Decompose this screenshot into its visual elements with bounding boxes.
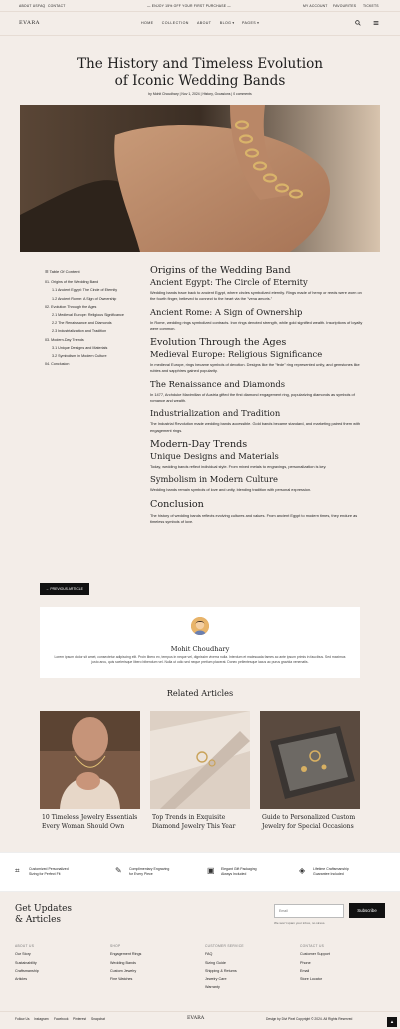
footer-column-about: ABOUT US Our Story Sustainability Craftsmanship Articles [15,942,39,983]
avatar [191,617,209,635]
chevron-up-icon: ▴ [390,1019,394,1025]
hero-image [20,105,380,252]
copyright-text: Design by Divi Pixel Copyright © 2024. All Rights Reserved [266,1017,353,1021]
engraving-pen-icon: ✎ [115,866,122,875]
toc-item[interactable]: 02. Evolution Through the Ages [45,304,97,309]
footer-link[interactable]: Our Story [15,952,31,957]
footer-link[interactable]: Email [300,968,310,973]
topbar-link-about[interactable]: ABOUT US [19,4,38,8]
toc-item[interactable]: 2.1 Medieval Europe: Religious Significance [52,313,124,318]
hamburger-menu-icon[interactable] [373,20,379,28]
paragraph-medieval: In medieval Europe, rings became symbols of devotion. Designs like the "fede" ring represented unity, and gemstones like rubies and sapphires gained popularity. [150,362,360,374]
nav-item-about[interactable]: ABOUT [196,21,212,25]
social-link-pinterest[interactable]: Pinterest [73,1017,87,1021]
heading-rome: Ancient Rome: A Sign of Ownership [150,306,303,317]
topbar-link-account[interactable]: MY ACCOUNT [303,4,328,8]
newsletter-consent: We won't spam your inbox, no stress. [274,921,326,925]
author-name: Mohit Choudhary [170,645,230,653]
paragraph-egypt: Wedding bands trace back to ancient Egypt, where circles symbolized eternity. Rings made of hemp or reeds were worn on the fourth finger, believed to connect to the heart via the "vena amoris." [150,290,362,302]
footer-link[interactable]: Customer Support [300,952,330,957]
toc-item[interactable]: 3.1 Unique Designs and Materials [52,345,108,350]
footer-link[interactable]: Phone [300,960,311,965]
paragraph-renaissance: In 1477, Archduke Maximilian of Austria gifted the first diamond engagement ring, popularizing diamonds as symbols of romance and wealth. [150,391,355,404]
back-to-top-button[interactable] [387,1017,397,1027]
footer-column-contact: CONTACT US Customer Support Phone Email Store Locator [300,942,330,983]
promo-text: — ENJOY 15% OFF YOUR FIRST PURCHASE — [147,4,231,8]
related-articles-heading: Related Articles [166,688,234,698]
toc-item[interactable]: 2.2 The Renaissance and Diamonds [52,321,112,326]
heading-industrial: Industrialization and Tradition [150,408,281,419]
heading-evolution: Evolution Through the Ages [150,337,287,349]
tape-measure-icon: ⌗ [15,866,20,875]
paragraph-unique: Today, wedding bands reflect individual style. From mixed metals to engravings, personalization is key. [150,463,327,469]
footer-link[interactable]: Sustainability [15,960,37,965]
footer-link[interactable]: Fine Watches [110,977,133,982]
author-bio: Lorem ipsum dolor sit amet, consectetur adipiscing elit. Proin libero ex, tempus in neque vel, dignissim viverra nulla. Interdum et malesuada fames ac ante ipsum primis in faucibus. Sed maximus justo arcu, quis scelerisque libero bibendum vel. Nulla ut odio sed neque pretium placerat. Donec pellentesque lacus ac purus gravida venenatis. [54,655,346,665]
article-body [150,264,365,529]
heading-unique: Unique Designs and Materials [150,450,279,461]
shield-check-icon: ◈ [299,866,306,875]
related-card-image[interactable] [40,711,140,809]
paragraph-symbolism: Wedding bands remain symbols of love and unity, blending tradition with personal expression. [150,487,312,493]
subscribe-button[interactable]: Subscribe [349,903,385,918]
social-link-facebook[interactable]: Facebook [54,1017,69,1021]
previous-article-button[interactable]: ← PREVIOUS ARTICLE [40,583,89,595]
chevron-down-icon: ▾ [257,21,260,25]
email-field[interactable] [274,904,344,918]
nav-item-pages[interactable]: PAGES [241,21,257,25]
paragraph-industrial: The Industrial Revolution made wedding bands accessible. Gold bands became standard, and marketing paired them with engagement rings. [150,421,360,433]
toc-item[interactable]: 3.2 Symbolism in Modern Culture [52,354,107,359]
footer-bottom-bar [0,1011,400,1029]
social-link-snapchat[interactable]: Snapchat [91,1017,105,1021]
toc-item[interactable]: 1.1 Ancient Egypt: The Circle of Eternity [52,288,118,293]
heading-medieval: Medieval Europe: Religious Significance [150,349,323,360]
top-bar [0,0,400,12]
toc-heading: ☰ Table Of Content [45,269,80,274]
footer-link[interactable]: FAQ [205,952,213,957]
footer-link[interactable]: Warranty [205,985,220,990]
heading-origins: Origins of the Wedding Band [150,265,291,276]
related-card-image[interactable] [150,711,250,809]
logo[interactable]: EVARA [19,20,40,26]
gift-box-icon: ▣ [207,866,215,875]
topbar-link-tickets[interactable]: TICKETS [363,4,379,8]
article-byline: by Mohit Choudhary | Nov 1, 2024 | History, Occasions | 0 comments [148,92,252,96]
footer-link[interactable]: Store Locator [300,977,323,982]
heading-symbolism: Symbolism in Modern Culture [150,474,279,485]
table-of-contents [45,268,137,368]
toc-item[interactable]: 1.2 Ancient Rome: A Sign of Ownership [52,296,117,301]
topbar-link-faq[interactable]: FAQ [38,4,46,8]
paragraph-rome: In Rome, wedding rings symbolized contracts. Iron rings denoted strength, while gold signified wealth. Inscriptions of loyalty were common. [150,319,363,331]
footer-link[interactable]: Sizing Guide [205,960,226,965]
chevron-down-icon: ▾ [232,21,235,25]
toc-item[interactable]: 03. Modern-Day Trends [45,337,84,342]
feature-item: ✎ Complimentary Engraving for Every Piece [115,866,170,876]
heading-modern: Modern-Day Trends [150,438,248,450]
newsletter-heading: Get Updates & Articles [15,904,73,925]
footer-link[interactable]: Shipping & Returns [205,968,237,973]
related-card-title[interactable]: Top Trends in Exquisite Diamond Jewelry This Year [152,814,236,830]
footer-column-service: CUSTOMER SERVICE FAQ Sizing Guide Shipping & Returns Jewelry Care Warranty [205,942,244,992]
related-card-image[interactable] [260,711,360,809]
toc-item[interactable]: 01. Origins of the Wedding Band [45,280,99,285]
search-icon[interactable] [355,20,361,28]
heading-conclusion: Conclusion [150,498,204,510]
footer-link[interactable]: Craftsmanship [15,968,39,973]
toc-item[interactable]: 04. Conclusion [45,362,70,367]
toc-item[interactable]: 2.3 Industrialization and Tradition [52,329,107,334]
list-icon: ☰ [45,269,50,274]
social-link-instagram[interactable]: Instagram [34,1017,49,1021]
feature-item: ▣ Elegant Gift Packaging Always Included [207,866,257,876]
heading-egypt: Ancient Egypt: The Circle of Eternity [150,277,308,287]
footer-link[interactable]: Custom Jewelry [110,968,137,973]
feature-item: ⌗ Customized Personalized Sizing for Perfect Fit [15,866,69,876]
footer-logo[interactable]: EVARA [187,1016,205,1021]
topbar-link-contact[interactable]: CONTACT [48,4,66,8]
nav-item-home[interactable]: HOME [141,21,154,25]
related-card-title[interactable]: Guide to Personalized Custom Jewelry for Special Occasions [262,814,356,830]
footer-column-shop: SHOP Engagement Rings Wedding Bands Custom Jewelry Fine Watches [110,942,141,983]
nav-item-blog[interactable]: BLOG [219,21,232,25]
related-card-title[interactable]: 10 Timeless Jewelry Essentials Every Woman Should Own [42,814,138,830]
paragraph-conclusion: The history of wedding bands reflects evolving cultures and values. From ancient Egypt to modern times, they endure as timeless symbols of love. [150,512,358,524]
follow-label: Follow Us [15,1017,30,1021]
footer-link[interactable]: Articles [15,977,28,982]
heading-renaissance: The Renaissance and Diamonds [150,378,286,389]
nav-menu [141,21,266,25]
footer-link[interactable]: Jewelry Care [205,977,227,982]
page-title: The History and Timeless Evolution of Iconic Wedding Bands [76,56,324,89]
nav-item-collection[interactable]: COLLECTION [161,21,189,25]
author-card [40,607,360,678]
footer-link[interactable]: Engagement Rings [110,952,142,957]
features-bar [0,852,400,892]
main-nav [0,12,400,36]
topbar-link-favourites[interactable]: FAVOURITES [333,4,357,8]
footer-link[interactable]: Wedding Bands [110,960,136,965]
feature-item: ◈ Lifetime Craftsmanship Guarantee Included [299,866,349,876]
